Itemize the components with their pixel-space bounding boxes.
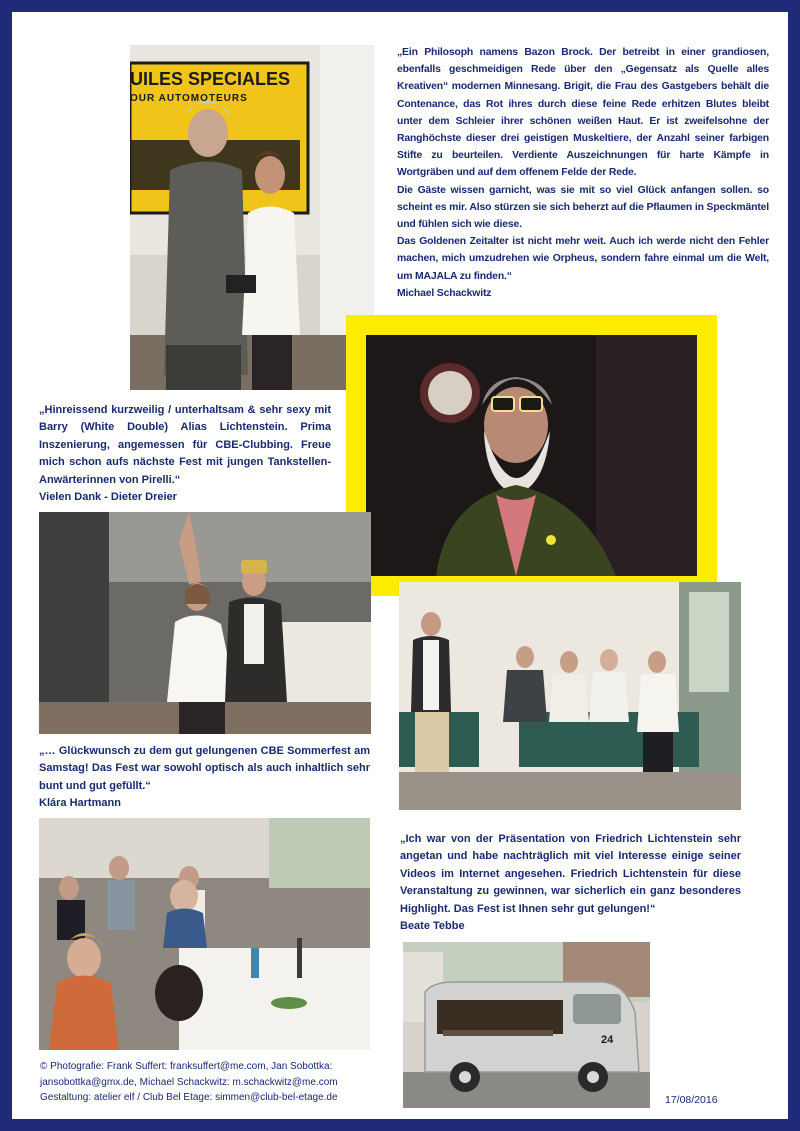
- credits-line: Gestaltung: atelier elf / Club Bel Etage: simmen@club-bel-etage.de: [40, 1092, 338, 1103]
- quote-text: „Ich war von der Präsentation von Friedrich Lichtenstein sehr angetan und habe nachträglich mit viel Interesse einige seiner Videos im Internet angesehen. Friedrich Lichtenstein für diese Veranstaltung zu gewinnen, war sicherlich ein ganz besonderes Highlight. Das Fest ist Ihnen sehr gut gelungen!“: [400, 833, 741, 915]
- quote-dreier: [39, 402, 331, 506]
- photo-group: [399, 582, 741, 810]
- van-badge: 24: [601, 1034, 614, 1046]
- photo-couple: [130, 45, 374, 390]
- sign-text: UILES SPECIALES: [130, 69, 291, 89]
- photo-credits: [40, 1059, 385, 1106]
- quote-text: „… Glückwunsch zu dem gut gelungenen CBE Sommerfest am Samstag! Das Fest war sowohl optisch als auch inhaltlich sehr bunt und gut gefüllt.“: [39, 745, 370, 792]
- publication-date: 17/08/2016: [665, 1094, 718, 1106]
- quote-hartmann: [39, 743, 370, 813]
- photo-van: [403, 942, 650, 1108]
- quote-author: Michael Schackwitz: [397, 287, 492, 299]
- quote-author: Beate Tebbe: [400, 920, 465, 933]
- quote-author: Vielen Dank - Dieter Dreier: [39, 491, 177, 504]
- quote-brock: [397, 44, 769, 302]
- quote-paragraph: Die Gäste wissen garnicht, was sie mit so viel Glück anfangen sollen. so scheint es mir. Also stürzen sie sich beherzt auf die Pflaumen in Speckmäntel und fühlen sich wie diese.: [397, 184, 769, 231]
- quote-paragraph: „Ein Philosoph namens Bazon Brock. Der betreibt in einer grandiosen, ebenfalls geschmeidigen Rede über den „Gegensatz als Quelle alles Kreativen“ modernen Minnesang. Brigit, die Frau des Gastgebers behält die Contenance, das Rot ihres durch diese feine Rede erhitzen Blutes bleibt unter dem Schleier ihrer schönen weißen Haut. Er ist zweifelsohne der Ranghöchste dieser drei geistigen Muskeltiere, der Anzahl seiner farbigen Stifte zu beurteilen. Verdiente Auszeichnungen für harte Kämpfe in Wortgräben und auf dem offenem Felde der Rede.: [397, 47, 769, 179]
- quote-author: Klára Hartmann: [39, 797, 121, 810]
- photo-portrait: [366, 335, 697, 576]
- photo-dance: [39, 512, 371, 734]
- quote-tebbe: [400, 831, 741, 935]
- credits-line: jansobottka@gmx.de, Michael Schackwitz: m.schackwitz@me.com: [40, 1076, 338, 1088]
- quote-text: „Hinreissend kurzweilig / unterhaltsam & sehr sexy mit Barry (White Double) Alias Lichtenstein. Prima Inszenierung, angemessen für CBE-Clubbing. Freue mich schon aufs nächste Fest mit jungen Tankstellen-Anwärterinnen von Pirelli.“: [39, 404, 331, 486]
- quote-paragraph: Das Goldenen Zeitalter ist nicht mehr weit. Auch ich werde nicht den Fehler machen, mich umzudrehen wie Orpheus, sondern fahre einmal um die Welt, um MAJALA zu finden.“: [397, 236, 769, 282]
- page: [12, 12, 788, 1119]
- credits-line: © Photografie: Frank Suffert: franksuffert@me.com, Jan Sobottka:: [40, 1061, 333, 1072]
- sign-subtext: OUR AUTOMOTEURS: [130, 93, 248, 104]
- portrait-frame: [346, 315, 717, 596]
- photo-dinner: [39, 818, 370, 1050]
